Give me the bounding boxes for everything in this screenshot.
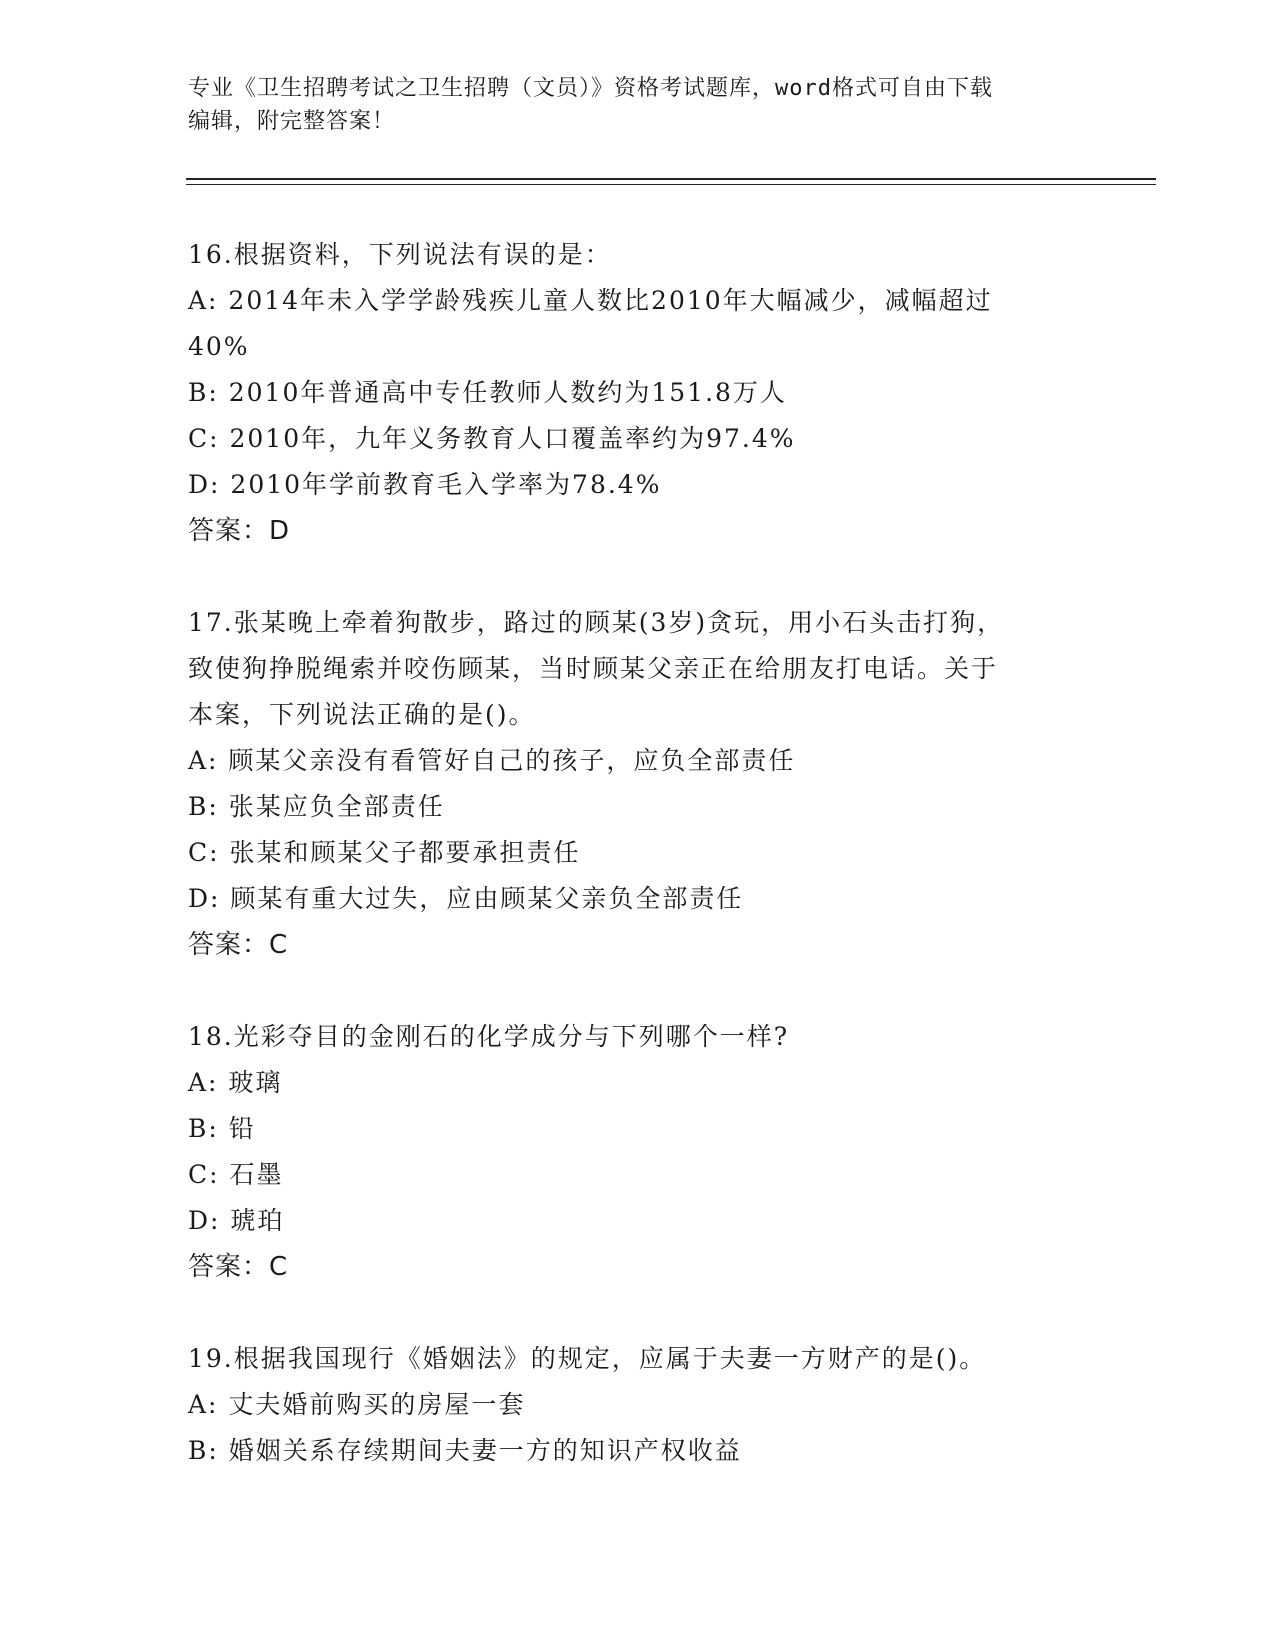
question-18	[188, 1014, 1088, 1290]
option-c: C: 2010年，九年义务教育人口覆盖率约为97.4%	[188, 424, 796, 453]
answer-label: 答案：C	[188, 930, 289, 960]
header-divider-thin	[186, 184, 1156, 185]
option-c: C: 石墨	[188, 1160, 284, 1189]
header-divider-thick	[186, 178, 1156, 180]
option-d: D: 2010年学前教育毛入学率为78.4%	[188, 470, 662, 499]
question-stem-continued: 致使狗挣脱绳索并咬伤顾某，当时顾某父亲正在给朋友打电话。关于	[188, 654, 999, 683]
spacer	[188, 1290, 1088, 1336]
document-header	[188, 72, 1088, 138]
option-b: B: 婚姻关系存续期间夫妻一方的知识产权收益	[188, 1436, 742, 1465]
option-b: B: 2010年普通高中专任教师人数约为151.8万人	[188, 378, 787, 407]
answer-label: 答案：D	[188, 516, 291, 546]
option-a-continued: 40%	[188, 332, 250, 361]
spacer	[188, 968, 1088, 1014]
option-a: A: 顾某父亲没有看管好自己的孩子，应负全部责任	[188, 746, 796, 775]
header-line-2: 编辑，附完整答案！	[188, 109, 396, 134]
question-16	[188, 232, 1088, 554]
option-a: A: 2014年未入学学龄残疾儿童人数比2010年大幅减少，减幅超过	[188, 286, 993, 315]
option-d: D: 顾某有重大过失，应由顾某父亲负全部责任	[188, 884, 744, 913]
question-17	[188, 600, 1088, 968]
option-c: C: 张某和顾某父子都要承担责任	[188, 838, 581, 867]
question-19	[188, 1336, 1088, 1474]
header-line-1: 专业《卫生招聘考试之卫生招聘（文员）》资格考试题库，word格式可自由下载	[188, 76, 993, 101]
spacer	[188, 554, 1088, 600]
option-b: B: 张某应负全部责任	[188, 792, 445, 821]
question-stem: 19.根据我国现行《婚姻法》的规定，应属于夫妻一方财产的是()。	[188, 1344, 987, 1373]
answer-label: 答案：C	[188, 1252, 289, 1282]
option-d: D: 琥珀	[188, 1206, 285, 1235]
question-stem-continued: 本案，下列说法正确的是()。	[188, 700, 536, 729]
question-stem: 18.光彩夺目的金刚石的化学成分与下列哪个一样?	[188, 1022, 790, 1051]
question-list	[188, 232, 1088, 1474]
question-stem: 17.张某晚上牵着狗散步，路过的顾某(3岁)贪玩，用小石头击打狗，	[188, 608, 1005, 637]
question-stem: 16.根据资料，下列说法有误的是：	[188, 240, 612, 269]
option-b: B: 铅	[188, 1114, 256, 1143]
option-a: A: 丈夫婚前购买的房屋一套	[188, 1390, 526, 1419]
option-a: A: 玻璃	[188, 1068, 283, 1097]
